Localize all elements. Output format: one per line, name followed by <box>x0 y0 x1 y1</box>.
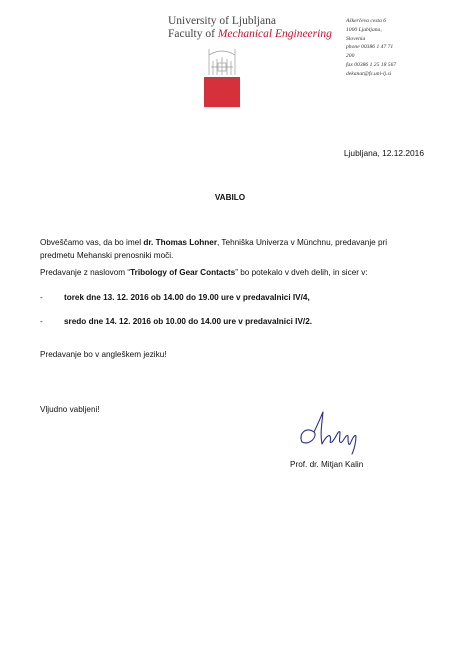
university-logo-icon <box>204 45 240 107</box>
lecture-paragraph: Predavanje z naslovom “Tribology of Gear Contacts” bo potekalo v dveh delih, in sicer v: <box>40 268 368 277</box>
university-heading <box>168 15 332 41</box>
schedule-text: torek dne 13. 12. 2016 ob 14.00 do 19.00 ure v predavalnici IV/4, <box>64 293 310 302</box>
signature-icon <box>292 410 372 455</box>
signer-name: Prof. dr. Mitjan Kalin <box>290 460 364 469</box>
faculty-name: Faculty of Mechanical Engineering <box>168 28 332 40</box>
university-name: University of Ljubljana <box>168 15 276 27</box>
bullet-marker: - <box>40 317 43 326</box>
address-line: 200 <box>346 53 355 60</box>
schedule-text: sredo dne 14. 12. 2016 ob 10.00 do 14.00 ure v predavalnici IV/2. <box>64 317 313 326</box>
bullet-marker: - <box>40 293 43 302</box>
address-line: phone 00386 1 47 71 <box>346 44 394 51</box>
faculty-address <box>346 17 456 79</box>
letter-title: VABILO <box>214 193 246 202</box>
lecturer-name: dr. Thomas Lohner <box>143 238 218 247</box>
intro-paragraph: Obveščamo vas, da bo imel dr. Thomas Lohner, Tehniška Univerza v Münchnu, predavanje pri predmetu Mehanski prenosniki moči. <box>40 238 388 260</box>
lecture-title: Tribology of Gear Contacts <box>130 268 236 277</box>
closing-line: Vljudno vabljeni! <box>40 405 100 414</box>
address-email: dekanat@fs.uni-lj.si <box>346 70 392 77</box>
letter-date: Ljubljana, 12.12.2016 <box>343 148 424 158</box>
address-line: fax 00386 1 25 18 567 <box>346 61 397 68</box>
language-note: Predavanje bo v angleškem jeziku! <box>40 350 167 359</box>
address-line: 1000 Ljubljana, <box>346 26 382 33</box>
address-line: Aškerčeva cesta 6 <box>346 18 387 24</box>
address-line: Slovenia <box>346 35 366 42</box>
